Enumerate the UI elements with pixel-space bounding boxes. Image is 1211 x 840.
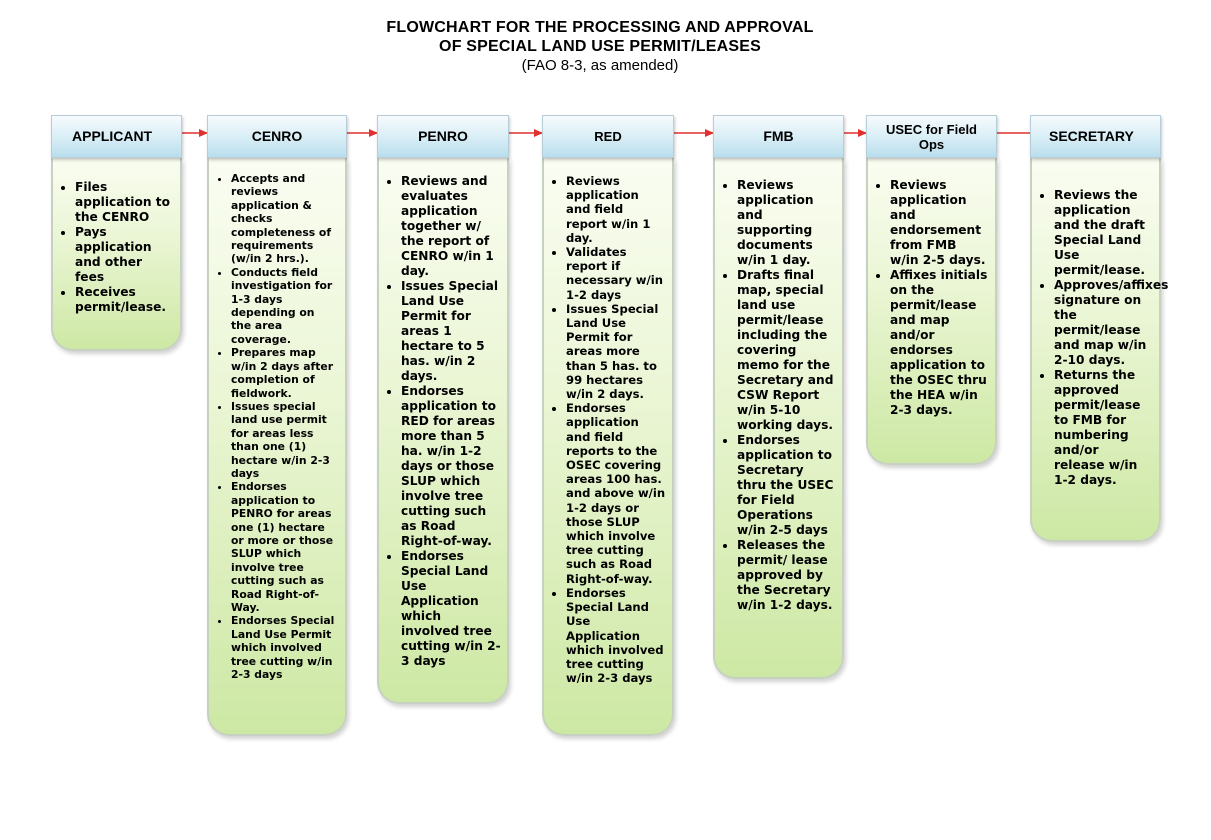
fmb-step: • Endorses application to Secretary thru the USEC for Field Operations w/in 2-5 days bbox=[737, 433, 836, 538]
cenro-step: • Endorses Special Land Use Permit which involved tree cutting w/in 2-3 days bbox=[231, 614, 337, 681]
penro-header bbox=[377, 115, 509, 158]
fmb-step: • Reviews application and supporting documents w/in 1 day. bbox=[737, 178, 836, 268]
red-header-label: RED bbox=[594, 129, 622, 144]
penro-steps bbox=[379, 174, 501, 669]
penro-step: • Reviews and evaluates application together w/ the report of CENRO w/in 1 day. bbox=[401, 174, 501, 279]
applicant-column bbox=[51, 158, 182, 351]
applicant-header-label: APPLICANT bbox=[72, 128, 153, 144]
cenro-steps bbox=[209, 172, 337, 681]
usec-step: • Affixes initials on the permit/lease and map and/or endorses application to the OSEC thru the HEA w/in 2-3 days. bbox=[890, 268, 989, 418]
chart-subtitle: (FAO 8-3, as amended) bbox=[521, 57, 679, 74]
secretary-step: • Approves/affixes signature on the permit/lease and map w/in 2-10 days. bbox=[1054, 278, 1153, 368]
cenro-header-label: CENRO bbox=[251, 128, 303, 144]
fmb-step: • Releases the permit/ lease approved by the Secretary w/in 1-2 days. bbox=[737, 538, 836, 613]
chart-title-line-1: FLOWCHART FOR THE PROCESSING AND APPROVAL bbox=[386, 19, 814, 36]
red-column bbox=[542, 158, 674, 736]
usec-header-label: USEC for Field Ops bbox=[885, 121, 977, 152]
fmb-header-label: FMB bbox=[763, 128, 794, 144]
usec-steps bbox=[868, 178, 989, 418]
fmb-steps bbox=[715, 178, 836, 613]
penro-header-label: PENRO bbox=[418, 128, 468, 144]
red-steps bbox=[544, 174, 666, 685]
secretary-steps bbox=[1032, 188, 1169, 488]
applicant-step: • Receives permit/lease. bbox=[75, 285, 174, 315]
secretary-header bbox=[1030, 115, 1161, 158]
red-step: • Endorses application and field reports to the OSEC covering areas 100 has. and above w/in 1-2 days or those SLUP which involve tree cutting such as Road Right-of-way. bbox=[566, 401, 666, 586]
penro-step: • Endorses Special Land Use Application which involved tree cutting w/in 2-3 days bbox=[401, 549, 501, 669]
cenro-step: • Conducts field investigation for 1-3 days depending on the area coverage. bbox=[231, 266, 337, 346]
applicant-step: • Files application to the CENRO bbox=[75, 180, 174, 225]
secretary-step: • Returns the approved permit/lease to FMB for numbering and/or release w/in 1-2 days. bbox=[1054, 368, 1153, 488]
applicant-header bbox=[51, 115, 182, 158]
penro-column bbox=[377, 158, 509, 704]
applicant-step: • Pays application and other fees bbox=[75, 225, 174, 285]
applicant-steps bbox=[53, 180, 174, 315]
fmb-step: • Drafts final map, special land use permit/lease including the covering memo for the Secretary and CSW Report w/in 5-10 working days. bbox=[737, 268, 836, 433]
red-header bbox=[542, 115, 674, 158]
secretary-header-label: SECRETARY bbox=[1049, 128, 1134, 144]
cenro-header bbox=[207, 115, 347, 158]
penro-step: • Endorses application to RED for areas more than 5 ha. w/in 1-2 days or those SLUP which involve tree cutting such as Road Right-of-way. bbox=[401, 384, 501, 549]
cenro-step: • Accepts and reviews application & checks completeness of requirements (w/in 2 hrs.). bbox=[231, 172, 337, 266]
red-step: • Issues Special Land Use Permit for areas more than 5 has. to 99 hectares w/in 2 days. bbox=[566, 302, 666, 401]
cenro-step: • Endorses application to PENRO for areas one (1) hectare or more or those SLUP which involve tree cutting such as Road Right-of-Way. bbox=[231, 480, 337, 614]
fmb-column bbox=[713, 158, 844, 679]
usec-step: • Reviews application and endorsement from FMB w/in 2-5 days. bbox=[890, 178, 989, 268]
cenro-step: • Prepares map w/in 2 days after completion of fieldwork. bbox=[231, 346, 337, 400]
red-step: • Endorses Special Land Use Application which involved tree cutting w/in 2-3 days bbox=[566, 586, 666, 685]
cenro-column bbox=[207, 158, 347, 736]
secretary-column bbox=[1030, 158, 1169, 542]
chart-title-line-2: OF SPECIAL LAND USE PERMIT/LEASES bbox=[439, 38, 761, 55]
red-step: • Validates report if necessary w/in 1-2 days bbox=[566, 245, 666, 302]
secretary-step: • Reviews the application and the draft Special Land Use permit/lease. bbox=[1054, 188, 1153, 278]
penro-step: • Issues Special Land Use Permit for areas 1 hectare to 5 has. w/in 2 days. bbox=[401, 279, 501, 384]
fmb-header bbox=[713, 115, 844, 158]
usec-column bbox=[866, 158, 997, 465]
usec-header bbox=[866, 115, 997, 158]
cenro-step: • Issues special land use permit for areas less than one (1) hectare w/in 2-3 days bbox=[231, 400, 337, 480]
red-step: • Reviews application and field report w/in 1 day. bbox=[566, 174, 666, 245]
